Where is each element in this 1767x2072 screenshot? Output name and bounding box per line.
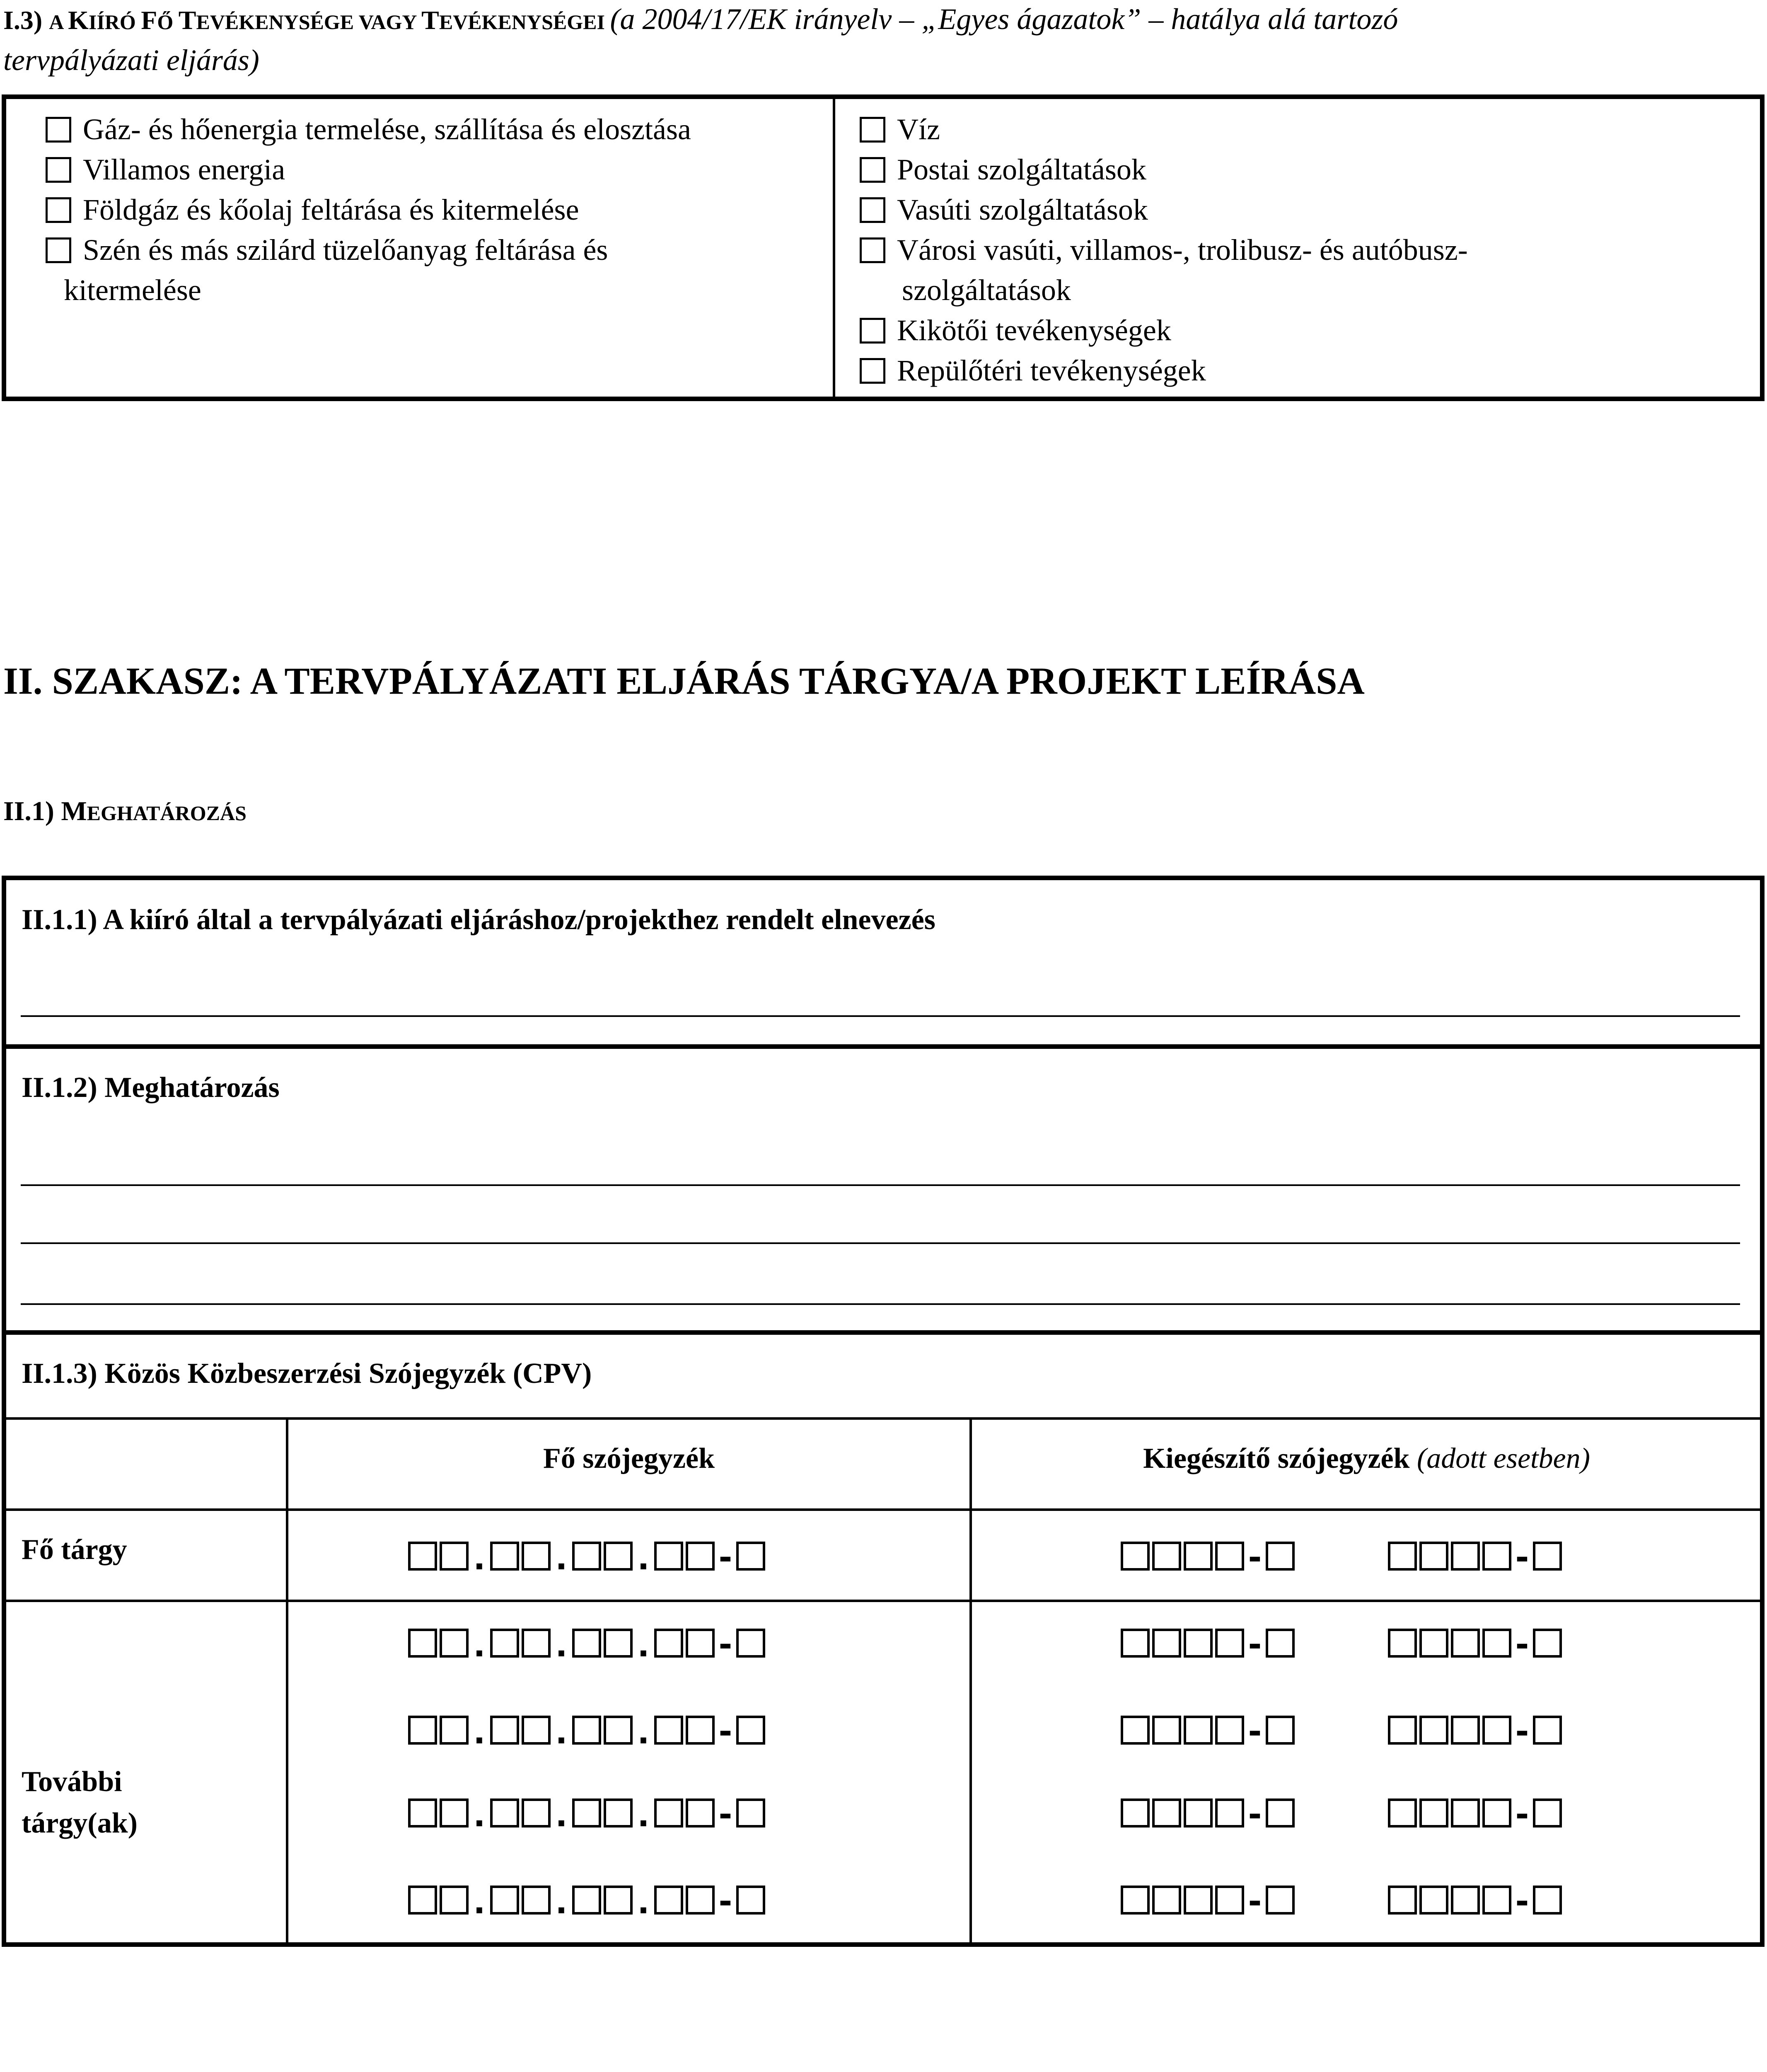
cpv-table-header-bottom	[2, 1508, 1765, 1511]
cpv-col-main: Fő szójegyzék	[543, 1443, 715, 1474]
cpv-col-divider-1	[286, 1417, 288, 1944]
code-separator: .	[474, 1621, 485, 1665]
section-i3-heading: I.3) A KIÍRÓ FŐ TEVÉKENYSÉGE VAGY TEVÉKENYSÉGEI (a 2004/17/EK irányelv – „Egyes ágazatok” – hatálya alá tartozó tervpályázati eljárás)	[3, 2, 1398, 77]
code-digit-box[interactable]	[440, 1542, 469, 1571]
code-digit-box[interactable]	[440, 1798, 469, 1828]
code-separator: -	[1516, 1534, 1529, 1578]
code-digit-box[interactable]	[522, 1886, 551, 1915]
answer-line[interactable]	[21, 1303, 1740, 1305]
code-separator: .	[638, 1534, 649, 1578]
code-separator: .	[638, 1621, 649, 1665]
cpv-col-supp: Kiegészítő szójegyzék (adott esetben)	[1143, 1443, 1590, 1474]
code-separator: -	[719, 1534, 732, 1578]
code-digit-box[interactable]	[522, 1716, 551, 1745]
code-digit-box[interactable]	[1152, 1542, 1181, 1571]
code-digit-box[interactable]	[1388, 1798, 1417, 1828]
cpv-row-other: További tárgy(ak)	[22, 1766, 138, 1839]
code-separator: -	[719, 1621, 732, 1665]
code-digit-box[interactable]	[572, 1542, 601, 1571]
cpv-main-code[interactable]	[408, 1877, 768, 1922]
code-digit-box[interactable]	[604, 1798, 633, 1828]
code-digit-box[interactable]	[686, 1886, 715, 1915]
activities-left-column	[46, 109, 691, 310]
code-digit-box[interactable]	[1215, 1542, 1244, 1571]
code-digit-box[interactable]	[1184, 1542, 1213, 1571]
code-separator: .	[474, 1708, 485, 1752]
cpv-supp-code-1[interactable]	[1121, 1620, 1297, 1665]
cpv-supp-code-1[interactable]	[1121, 1533, 1297, 1578]
activity-checkbox-row[interactable]: Villamos energia	[46, 150, 691, 190]
code-digit-box[interactable]	[1266, 1886, 1295, 1915]
code-digit-box[interactable]	[490, 1542, 519, 1571]
code-digit-box[interactable]	[736, 1542, 765, 1571]
code-digit-box[interactable]	[1482, 1629, 1511, 1658]
checkbox-icon[interactable]	[860, 117, 885, 143]
code-digit-box[interactable]	[736, 1798, 765, 1828]
cpv-supp-code-2[interactable]	[1388, 1877, 1564, 1922]
code-digit-box[interactable]	[1184, 1798, 1213, 1828]
checkbox-icon[interactable]	[46, 237, 71, 263]
code-digit-box[interactable]	[1533, 1886, 1562, 1915]
answer-line[interactable]	[21, 1242, 1740, 1244]
checkbox-icon[interactable]	[860, 157, 885, 183]
activities-divider	[833, 94, 835, 401]
code-separator: .	[556, 1621, 567, 1665]
code-digit-box[interactable]	[1419, 1542, 1448, 1571]
code-separator: .	[556, 1878, 567, 1922]
code-digit-box[interactable]	[1482, 1542, 1511, 1571]
checkbox-icon[interactable]	[860, 197, 885, 223]
cpv-table-row-divider	[2, 1600, 1765, 1602]
code-separator: -	[719, 1791, 732, 1835]
code-separator: -	[1248, 1791, 1262, 1835]
activity-checkbox-row[interactable]: Kikötői tevékenységek	[860, 310, 1468, 351]
code-separator: -	[1248, 1621, 1262, 1665]
subsection-ii1-heading: II.1) MEGHATÁROZÁS	[3, 796, 247, 826]
code-digit-box[interactable]	[736, 1629, 765, 1658]
cpv-table-top	[2, 1417, 1765, 1420]
code-separator: .	[474, 1534, 485, 1578]
code-digit-box[interactable]	[1451, 1716, 1480, 1745]
code-digit-box[interactable]	[1451, 1542, 1480, 1571]
code-separator: -	[1516, 1621, 1529, 1665]
answer-line[interactable]	[21, 1184, 1740, 1186]
code-separator: -	[1516, 1791, 1529, 1835]
code-digit-box[interactable]	[1388, 1629, 1417, 1658]
answer-line[interactable]	[21, 1015, 1740, 1017]
question-title: II.1.1) A kiíró által a tervpályázati eljáráshoz/projekthez rendelt elnevezés	[22, 904, 935, 936]
code-digit-box[interactable]	[1451, 1886, 1480, 1915]
code-separator: -	[1248, 1708, 1262, 1752]
code-digit-box[interactable]	[440, 1716, 469, 1745]
code-digit-box[interactable]	[1121, 1886, 1150, 1915]
code-digit-box[interactable]	[408, 1716, 437, 1745]
code-digit-box[interactable]	[604, 1886, 633, 1915]
code-digit-box[interactable]	[522, 1542, 551, 1571]
code-digit-box[interactable]	[490, 1716, 519, 1745]
heading-number: I.3)	[3, 5, 43, 35]
code-digit-box[interactable]	[1482, 1798, 1511, 1828]
code-digit-box[interactable]	[1419, 1886, 1448, 1915]
code-digit-box[interactable]	[1388, 1542, 1417, 1571]
cpv-supp-code-2[interactable]	[1388, 1533, 1564, 1578]
code-digit-box[interactable]	[1388, 1886, 1417, 1915]
code-digit-box[interactable]	[572, 1629, 601, 1658]
question-title: II.1.2) Meghatározás	[22, 1072, 280, 1104]
activities-right-column	[860, 109, 1468, 391]
code-digit-box[interactable]	[408, 1798, 437, 1828]
code-digit-box[interactable]	[604, 1542, 633, 1571]
code-separator: .	[638, 1791, 649, 1835]
cpv-col-divider-2	[969, 1417, 972, 1944]
code-digit-box[interactable]	[686, 1798, 715, 1828]
code-digit-box[interactable]	[1419, 1798, 1448, 1828]
code-digit-box[interactable]	[604, 1629, 633, 1658]
code-separator: .	[474, 1791, 485, 1835]
code-digit-box[interactable]	[736, 1716, 765, 1745]
code-digit-box[interactable]	[440, 1886, 469, 1915]
code-separator: -	[719, 1878, 732, 1922]
cpv-supp-code-1[interactable]	[1121, 1877, 1297, 1922]
cpv-row-main: Fő tárgy	[22, 1534, 127, 1566]
code-digit-box[interactable]	[408, 1629, 437, 1658]
code-digit-box[interactable]	[1388, 1716, 1417, 1745]
code-digit-box[interactable]	[490, 1886, 519, 1915]
activity-checkbox-row[interactable]: Szén és más szilárd tüzelőanyag feltárása és	[46, 230, 691, 270]
activity-checkbox-row[interactable]: Postai szolgáltatások	[860, 150, 1468, 190]
code-digit-box[interactable]	[1266, 1716, 1295, 1745]
code-digit-box[interactable]	[1266, 1798, 1295, 1828]
code-separator: -	[1516, 1878, 1529, 1922]
code-separator: .	[638, 1708, 649, 1752]
code-separator: .	[556, 1534, 567, 1578]
code-digit-box[interactable]	[654, 1886, 683, 1915]
activity-checkbox-row[interactable]: Gáz- és hőenergia termelése, szállítása és elosztása	[46, 109, 691, 150]
code-separator: -	[1248, 1534, 1262, 1578]
code-digit-box[interactable]	[1121, 1798, 1150, 1828]
divider	[2, 1044, 1765, 1049]
code-digit-box[interactable]	[654, 1629, 683, 1658]
code-digit-box[interactable]	[1121, 1542, 1150, 1571]
code-digit-box[interactable]	[440, 1629, 469, 1658]
code-digit-box[interactable]	[654, 1798, 683, 1828]
code-digit-box[interactable]	[1184, 1716, 1213, 1745]
code-digit-box[interactable]	[654, 1542, 683, 1571]
activity-checkbox-row[interactable]: Vasúti szolgáltatások	[860, 190, 1468, 230]
code-digit-box[interactable]	[1215, 1798, 1244, 1828]
cpv-supp-code-2[interactable]	[1388, 1790, 1564, 1835]
code-digit-box[interactable]	[1419, 1716, 1448, 1745]
code-digit-box[interactable]	[1266, 1629, 1295, 1658]
cpv-main-code[interactable]	[408, 1790, 768, 1835]
cpv-main-code[interactable]	[408, 1707, 768, 1752]
code-separator: .	[556, 1708, 567, 1752]
code-digit-box[interactable]	[1266, 1542, 1295, 1571]
description-box	[2, 876, 1765, 1947]
checkbox-icon[interactable]	[860, 318, 885, 344]
code-digit-box[interactable]	[1152, 1886, 1181, 1915]
code-digit-box[interactable]	[1215, 1886, 1244, 1915]
heading-italic-2: tervpályázati eljárás)	[3, 44, 259, 77]
code-digit-box[interactable]	[1215, 1716, 1244, 1745]
code-digit-box[interactable]	[1215, 1629, 1244, 1658]
code-separator: -	[719, 1708, 732, 1752]
cpv-supp-code-2[interactable]	[1388, 1620, 1564, 1665]
heading-prefix: A	[49, 10, 68, 34]
code-digit-box[interactable]	[1121, 1716, 1150, 1745]
code-digit-box[interactable]	[1184, 1629, 1213, 1658]
heading-italic-1: (a 2004/17/EK irányelv – „Egyes ágazatok” – hatálya alá tartozó	[610, 2, 1398, 36]
code-digit-box[interactable]	[1152, 1629, 1181, 1658]
code-digit-box[interactable]	[572, 1886, 601, 1915]
code-digit-box[interactable]	[490, 1798, 519, 1828]
question-title: II.1.3) Közös Közbeszerzési Szójegyzék (CPV)	[22, 1358, 592, 1389]
code-digit-box[interactable]	[408, 1542, 437, 1571]
code-digit-box[interactable]	[686, 1716, 715, 1745]
code-digit-box[interactable]	[1533, 1798, 1562, 1828]
checkbox-icon[interactable]	[860, 358, 885, 384]
code-digit-box[interactable]	[1533, 1716, 1562, 1745]
checkbox-icon[interactable]	[46, 117, 71, 143]
activity-label-continuation: szolgáltatások	[902, 274, 1071, 307]
code-separator: -	[1516, 1708, 1529, 1752]
checkbox-icon[interactable]	[860, 237, 885, 263]
code-digit-box[interactable]	[654, 1716, 683, 1745]
code-separator: .	[556, 1791, 567, 1835]
activity-checkbox-row[interactable]: Földgáz és kőolaj feltárása és kitermelése	[46, 190, 691, 230]
cpv-supp-code-1[interactable]	[1121, 1790, 1297, 1835]
code-digit-box[interactable]	[1451, 1798, 1480, 1828]
code-digit-box[interactable]	[522, 1629, 551, 1658]
code-digit-box[interactable]	[1121, 1629, 1150, 1658]
code-digit-box[interactable]	[1533, 1542, 1562, 1571]
code-digit-box[interactable]	[1482, 1886, 1511, 1915]
section-ii-title: II. SZAKASZ: A TERVPÁLYÁZATI ELJÁRÁS TÁRGYA/A PROJEKT LEÍRÁSA	[3, 660, 1365, 702]
activity-label-continuation: kitermelése	[64, 274, 201, 307]
code-digit-box[interactable]	[686, 1542, 715, 1571]
divider	[2, 1330, 1765, 1335]
code-separator: .	[474, 1878, 485, 1922]
code-digit-box[interactable]	[572, 1798, 601, 1828]
activity-checkbox-row[interactable]: Víz	[860, 109, 1468, 150]
code-digit-box[interactable]	[604, 1716, 633, 1745]
code-digit-box[interactable]	[1184, 1886, 1213, 1915]
code-digit-box[interactable]	[1482, 1716, 1511, 1745]
code-separator: .	[638, 1878, 649, 1922]
code-digit-box[interactable]	[408, 1886, 437, 1915]
checkbox-icon[interactable]	[46, 197, 71, 223]
code-digit-box[interactable]	[572, 1716, 601, 1745]
cpv-main-code[interactable]	[408, 1533, 768, 1578]
cpv-supp-code-1[interactable]	[1121, 1707, 1297, 1752]
code-digit-box[interactable]	[490, 1629, 519, 1658]
code-digit-box[interactable]	[1152, 1798, 1181, 1828]
code-digit-box[interactable]	[1533, 1629, 1562, 1658]
code-separator: -	[1248, 1878, 1262, 1922]
code-digit-box[interactable]	[686, 1629, 715, 1658]
code-digit-box[interactable]	[1152, 1716, 1181, 1745]
activity-checkbox-row[interactable]: Városi vasúti, villamos-, trolibusz- és autóbusz-	[860, 230, 1468, 270]
checkbox-icon[interactable]	[46, 157, 71, 183]
activity-checkbox-row[interactable]: Repülőtéri tevékenységek	[860, 351, 1468, 391]
code-digit-box[interactable]	[522, 1798, 551, 1828]
cpv-main-code[interactable]	[408, 1620, 768, 1665]
code-digit-box[interactable]	[1419, 1629, 1448, 1658]
code-digit-box[interactable]	[736, 1886, 765, 1915]
code-digit-box[interactable]	[1451, 1629, 1480, 1658]
cpv-supp-code-2[interactable]	[1388, 1707, 1564, 1752]
